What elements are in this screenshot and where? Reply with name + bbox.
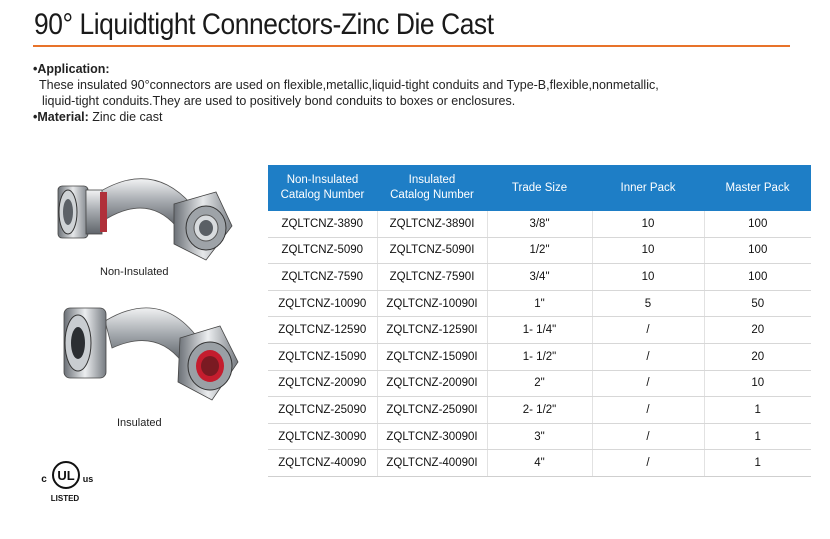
cell-inner-pack: / — [592, 397, 704, 424]
header-master-pack: Master Pack — [704, 165, 811, 211]
cell-master-pack: 10 — [704, 370, 811, 397]
description-block — [33, 61, 813, 125]
table-row — [268, 290, 811, 317]
non-insulated-caption: Non-Insulated — [100, 266, 169, 278]
material-value: Zinc die cast — [88, 110, 163, 124]
cell-inner-pack: 10 — [592, 237, 704, 264]
cell-inner-pack: 10 — [592, 211, 704, 237]
cell-non-insulated: ZQLTCNZ-15090 — [268, 343, 377, 370]
title-underline — [33, 45, 790, 47]
cell-insulated: ZQLTCNZ-15090I — [377, 343, 487, 370]
cell-master-pack: 100 — [704, 264, 811, 291]
table-row — [268, 450, 811, 477]
cell-trade-size: 1/2" — [487, 237, 592, 264]
cell-trade-size: 1" — [487, 290, 592, 317]
cell-non-insulated: ZQLTCNZ-12590 — [268, 317, 377, 344]
application-line-2: liquid-tight conduits.They are used to positively bond conduits to boxes or enclosures. — [42, 94, 516, 108]
c-ul-us-listed-logo — [36, 458, 96, 504]
cell-master-pack: 50 — [704, 290, 811, 317]
table-row — [268, 211, 811, 237]
cell-inner-pack: / — [592, 423, 704, 450]
cell-master-pack: 1 — [704, 397, 811, 424]
table-row — [268, 264, 811, 291]
cell-trade-size: 1- 1/4" — [487, 317, 592, 344]
cell-non-insulated: ZQLTCNZ-3890 — [268, 211, 377, 237]
cell-master-pack: 20 — [704, 343, 811, 370]
cell-master-pack: 1 — [704, 423, 811, 450]
cell-insulated: ZQLTCNZ-5090I — [377, 237, 487, 264]
header-line: Catalog Number — [390, 189, 474, 201]
cell-non-insulated: ZQLTCNZ-20090 — [268, 370, 377, 397]
cell-non-insulated: ZQLTCNZ-30090 — [268, 423, 377, 450]
cell-trade-size: 3" — [487, 423, 592, 450]
table-row — [268, 397, 811, 424]
header-inner-pack: Inner Pack — [592, 165, 704, 211]
cell-inner-pack: 10 — [592, 264, 704, 291]
page-title: 90° Liquidtight Connectors-Zinc Die Cast — [34, 8, 494, 41]
cell-non-insulated: ZQLTCNZ-7590 — [268, 264, 377, 291]
header-non-insulated-catalog — [268, 165, 377, 211]
cell-master-pack: 100 — [704, 211, 811, 237]
header-line: Insulated — [408, 174, 456, 186]
cell-trade-size: 4" — [487, 450, 592, 477]
cell-insulated: ZQLTCNZ-40090I — [377, 450, 487, 477]
cell-insulated: ZQLTCNZ-20090I — [377, 370, 487, 397]
listed-mark: LISTED — [50, 494, 80, 503]
cell-insulated: ZQLTCNZ-7590I — [377, 264, 487, 291]
cell-inner-pack: / — [592, 370, 704, 397]
application-line-1: These insulated 90°connectors are used on flexible,metallic,liquid-tight conduits and Type-B,flexible,nonmetallic, — [39, 78, 659, 92]
cell-trade-size: 3/4" — [487, 264, 592, 291]
cell-insulated: ZQLTCNZ-25090I — [377, 397, 487, 424]
insulated-caption: Insulated — [117, 417, 162, 429]
ul-mark: UL — [57, 468, 75, 483]
cell-inner-pack: / — [592, 343, 704, 370]
cell-inner-pack: / — [592, 450, 704, 477]
cell-master-pack: 100 — [704, 237, 811, 264]
cell-master-pack: 1 — [704, 450, 811, 477]
catalog-table — [268, 165, 811, 477]
cell-trade-size: 1- 1/2" — [487, 343, 592, 370]
table-header-row — [268, 165, 811, 211]
non-insulated-connector-image — [56, 164, 236, 268]
cell-non-insulated: ZQLTCNZ-5090 — [268, 237, 377, 264]
application-heading: •Application: — [33, 62, 110, 76]
c-mark: c — [41, 474, 47, 485]
cell-non-insulated: ZQLTCNZ-25090 — [268, 397, 377, 424]
us-mark: us — [82, 474, 94, 484]
header-trade-size: Trade Size — [487, 165, 592, 211]
table-row — [268, 343, 811, 370]
insulated-connector-image — [60, 296, 240, 406]
cell-insulated: ZQLTCNZ-10090I — [377, 290, 487, 317]
header-line: Non-Insulated — [286, 174, 359, 186]
cell-non-insulated: ZQLTCNZ-40090 — [268, 450, 377, 477]
cell-insulated: ZQLTCNZ-30090I — [377, 423, 487, 450]
table-row — [268, 370, 811, 397]
cell-inner-pack: 5 — [592, 290, 704, 317]
cell-inner-pack: / — [592, 317, 704, 344]
header-insulated-catalog — [377, 165, 487, 211]
table-row — [268, 237, 811, 264]
cell-trade-size: 3/8" — [487, 211, 592, 237]
cell-master-pack: 20 — [704, 317, 811, 344]
cell-trade-size: 2- 1/2" — [487, 397, 592, 424]
table-row — [268, 317, 811, 344]
cell-non-insulated: ZQLTCNZ-10090 — [268, 290, 377, 317]
cell-trade-size: 2" — [487, 370, 592, 397]
header-line: Catalog Number — [280, 189, 365, 201]
material-heading: •Material: — [33, 110, 89, 124]
table-row — [268, 423, 811, 450]
cell-insulated: ZQLTCNZ-3890I — [377, 211, 487, 237]
cell-insulated: ZQLTCNZ-12590I — [377, 317, 487, 344]
